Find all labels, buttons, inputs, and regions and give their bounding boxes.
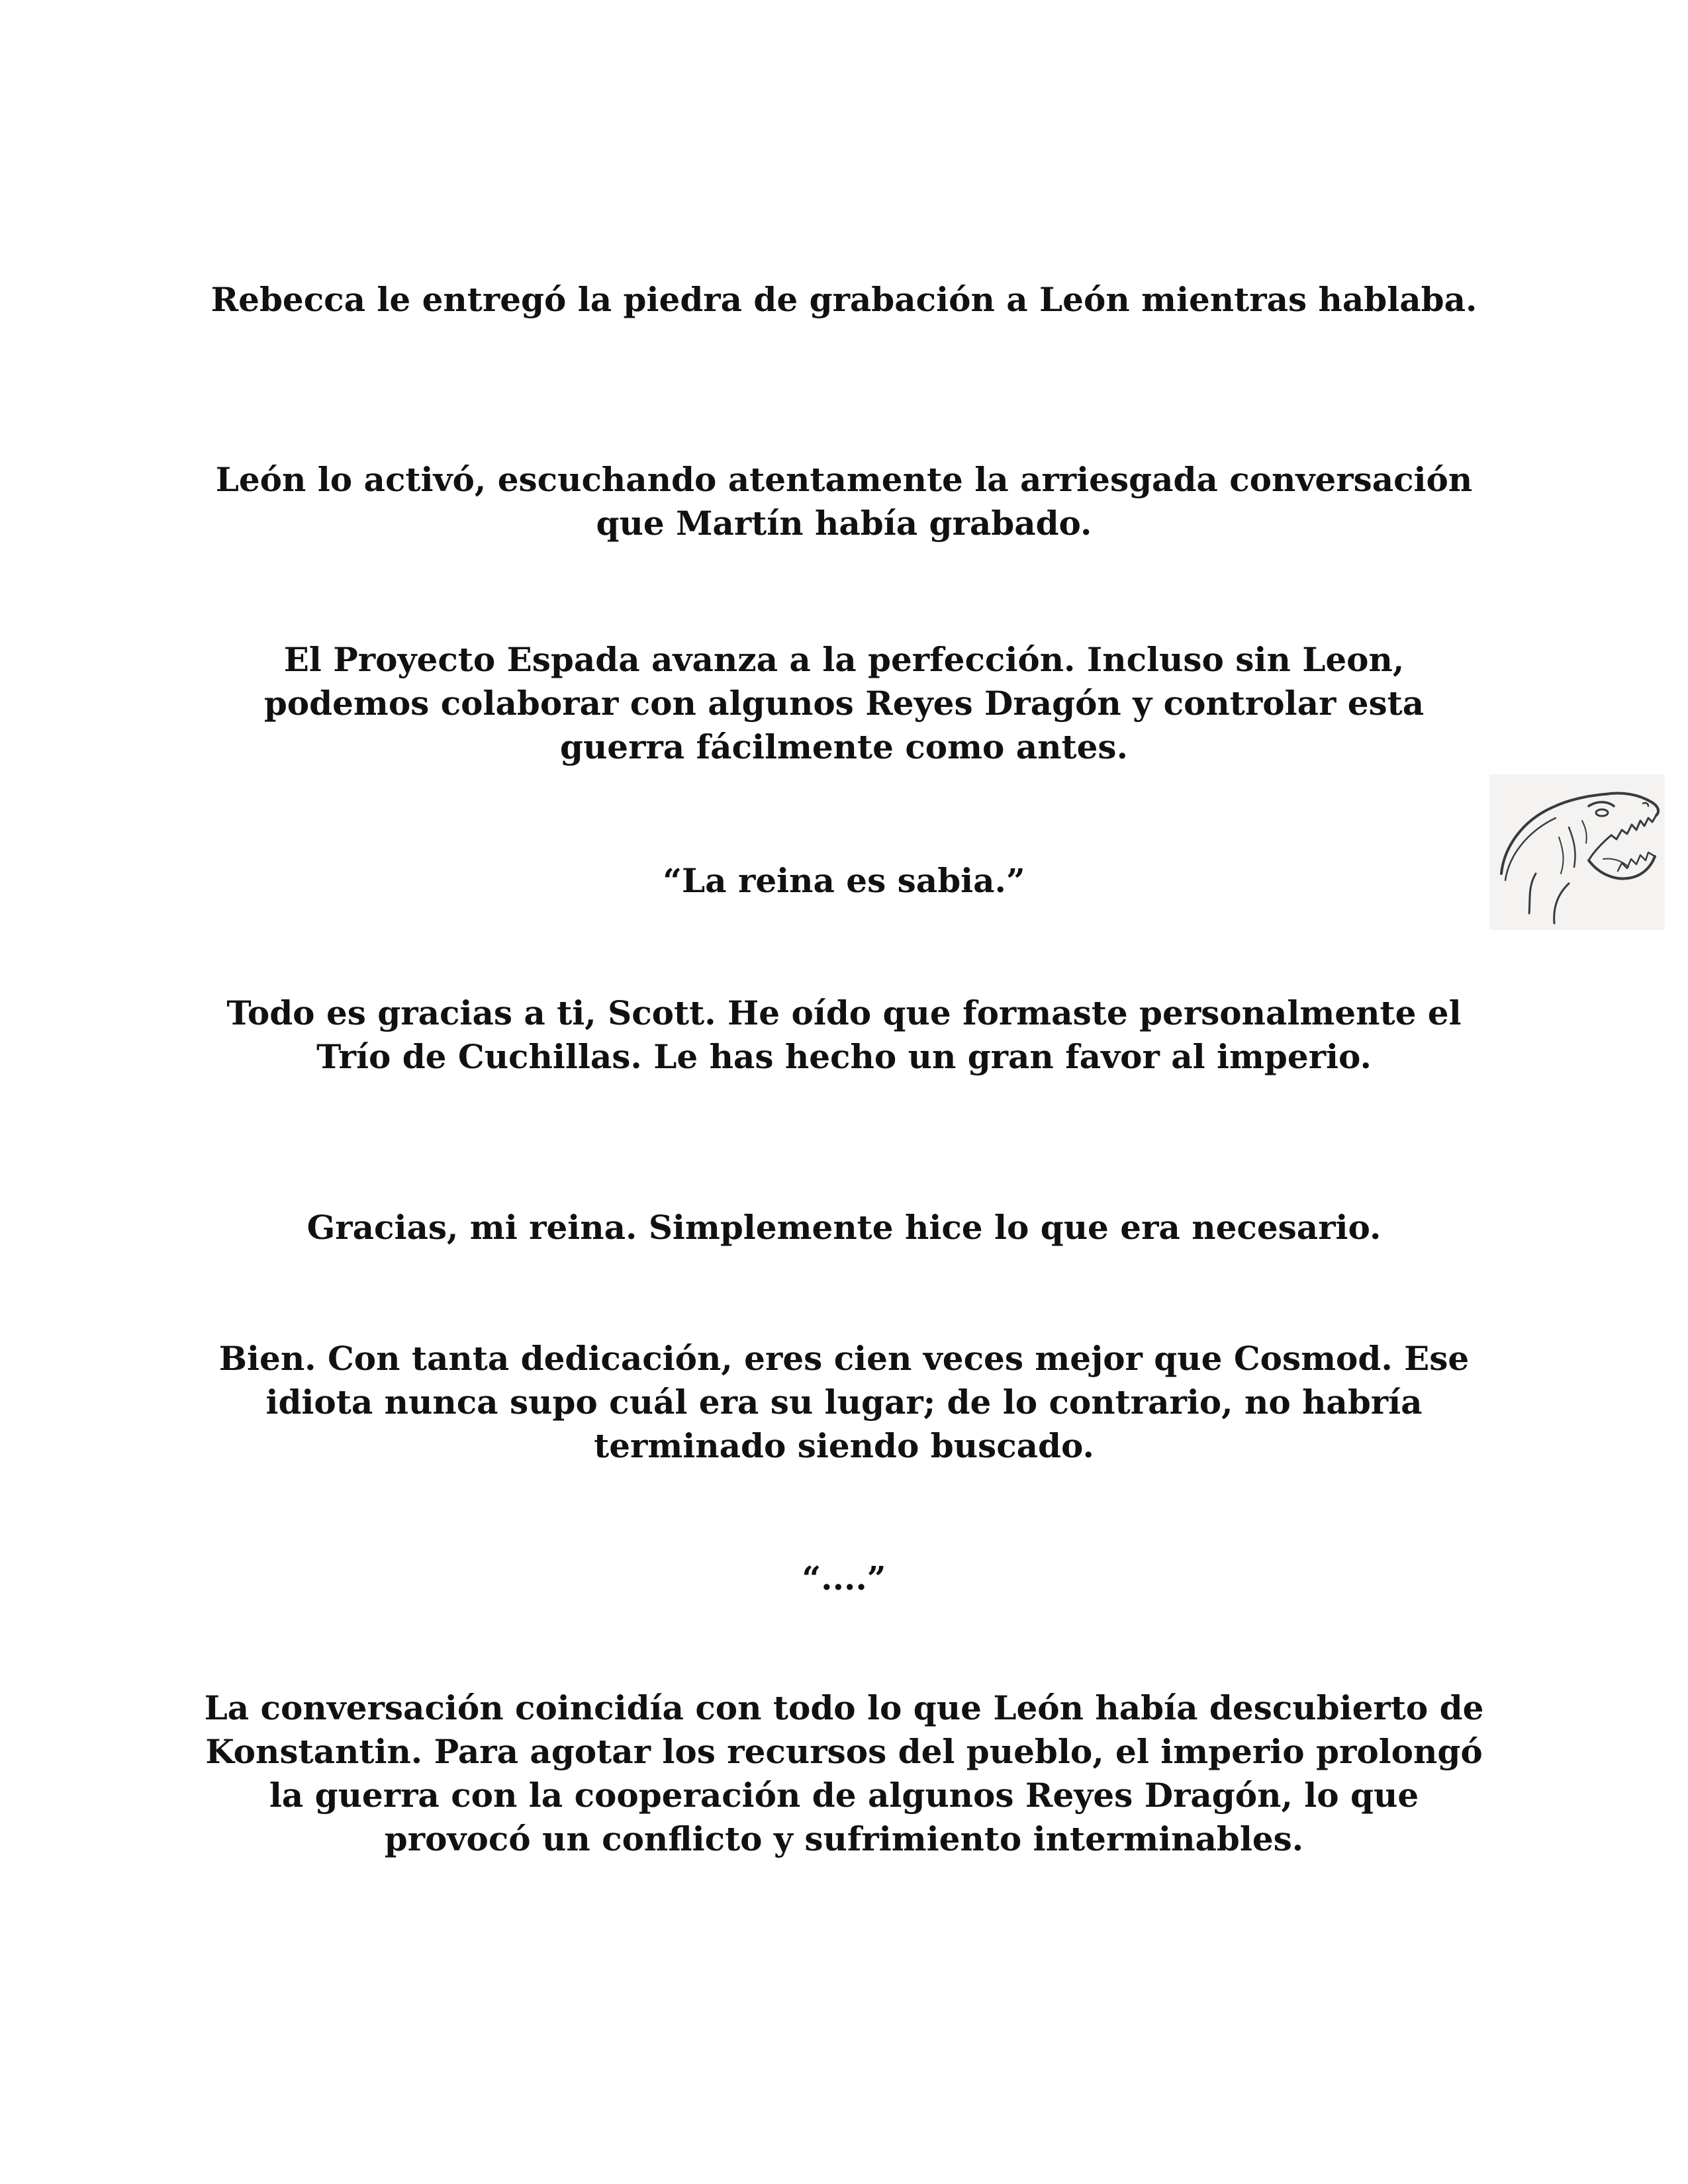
paragraph-9: La conversación coincidía con todo lo que León había descubierto de Konstantin. Para agotar los recursos del pueblo, el imperio prolongó la guerra con la cooperación de algunos Reyes Dragón, lo que provocó un conflicto y sufrimiento interminables. bbox=[204, 1688, 1484, 1858]
paragraph-3: El Proyecto Espada avanza a la perfección. Incluso sin Leon, podemos colaborar con algunos Reyes Dragón y controlar esta guerra fácilmente como antes. bbox=[263, 640, 1425, 766]
paragraph-1: Rebecca le entregó la piedra de grabación a León mientras hablaba. bbox=[211, 280, 1477, 319]
paragraph-2: León lo activó, escuchando atentamente la arriesgada conversación que Martín había grabado. bbox=[215, 460, 1473, 543]
paragraph-7: Bien. Con tanta dedicación, eres cien veces mejor que Cosmod. Ese idiota nunca supo cuál era su lugar; de lo contrario, no habría terminado siendo buscado. bbox=[218, 1339, 1470, 1465]
dragon-head-sketch-icon bbox=[1489, 774, 1665, 930]
paragraph-4: “La reina es sabia.” bbox=[663, 861, 1025, 900]
paragraph-6: Gracias, mi reina. Simplemente hice lo que era necesario. bbox=[306, 1208, 1382, 1247]
paragraph-8: “....” bbox=[802, 1559, 886, 1598]
paragraph-5: Todo es gracias a ti, Scott. He oído que formaste personalmente el Trío de Cuchillas. Le has hecho un gran favor al imperio. bbox=[226, 993, 1462, 1076]
